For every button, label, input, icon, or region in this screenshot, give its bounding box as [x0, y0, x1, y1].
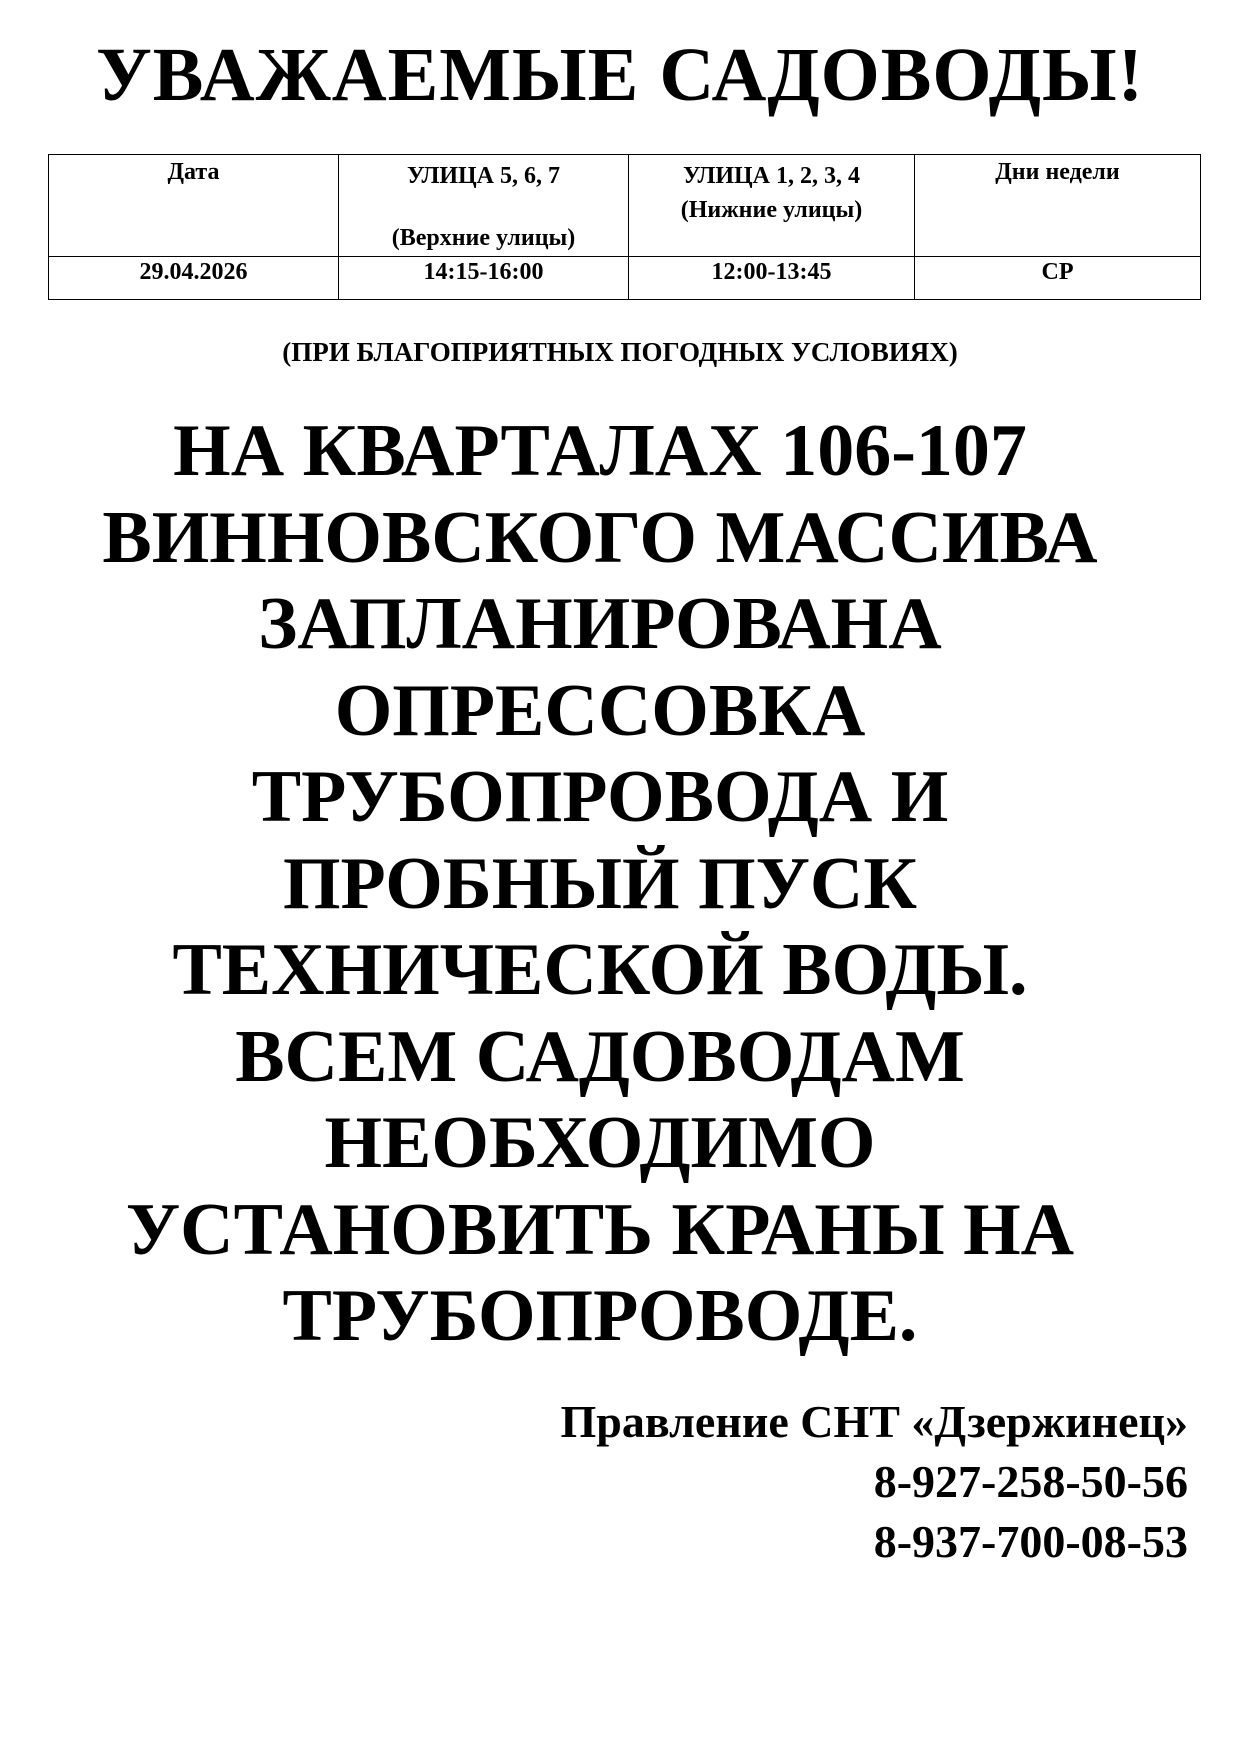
page-title: УВАЖАЕМЫЕ САДОВОДЫ! [96, 33, 1144, 117]
announcement-line: ВИННОВСКОГО МАССИВА [102, 496, 1098, 579]
announcement-line: ТРУБОПРОВОДА И [251, 756, 949, 838]
announcement-line: НЕОБХОДИМО [324, 1102, 876, 1184]
announcement-line: ВСЕМ САДОВОДАМ [235, 1015, 965, 1098]
schedule-table [48, 154, 1201, 300]
announcement-line: НА КВАРТАЛАХ 106-107 [173, 410, 1027, 492]
table-row [49, 257, 1201, 300]
table-header-row [49, 155, 1201, 257]
phone-number-2: 8-937-700-08-53 [873, 1516, 1188, 1567]
announcement-line: ПРОБНЫЙ ПУСК [282, 842, 918, 925]
announcement-line: ТЕХНИЧЕСКОЙ ВОДЫ. [172, 929, 1028, 1011]
header-upper-streets-note: (Верхние улицы) [391, 225, 576, 251]
organization-name: Правление СНТ «Дзержинец» [560, 1396, 1188, 1447]
header-date-label: Дата [167, 159, 220, 185]
cell-date: 29.04.2026 [49, 257, 339, 300]
announcement-line: ТРУБОПРОВОДЕ. [282, 1275, 918, 1357]
header-date [49, 155, 339, 257]
header-weekday-label: Дни недели [995, 159, 1120, 185]
announcement-line: ОПРЕССОВКА [334, 669, 866, 752]
cell-lower-streets-time: 12:00-13:45 [629, 257, 915, 300]
header-weekday [915, 155, 1201, 257]
announcement-line: УСТАНОВИТЬ КРАНЫ НА [125, 1188, 1075, 1271]
phone-number-1: 8-927-258-50-56 [873, 1456, 1188, 1507]
header-lower-streets-label: УЛИЦА 1, 2, 3, 4 [683, 163, 860, 189]
announcement-text [40, 408, 1160, 1360]
weather-note: (ПРИ БЛАГОПРИЯТНЫХ ПОГОДНЫХ УСЛОВИЯХ) [282, 337, 958, 367]
header-upper-streets [339, 155, 629, 257]
header-lower-streets-note: (Нижние улицы) [680, 197, 863, 223]
signature-block [561, 1392, 1189, 1572]
header-upper-streets-label: УЛИЦА 5, 6, 7 [407, 163, 560, 189]
cell-weekday: СР [915, 257, 1201, 300]
cell-upper-streets-time: 14:15-16:00 [339, 257, 629, 300]
header-lower-streets [629, 155, 915, 257]
announcement-line: ЗАПЛАНИРОВАНА [258, 583, 942, 665]
